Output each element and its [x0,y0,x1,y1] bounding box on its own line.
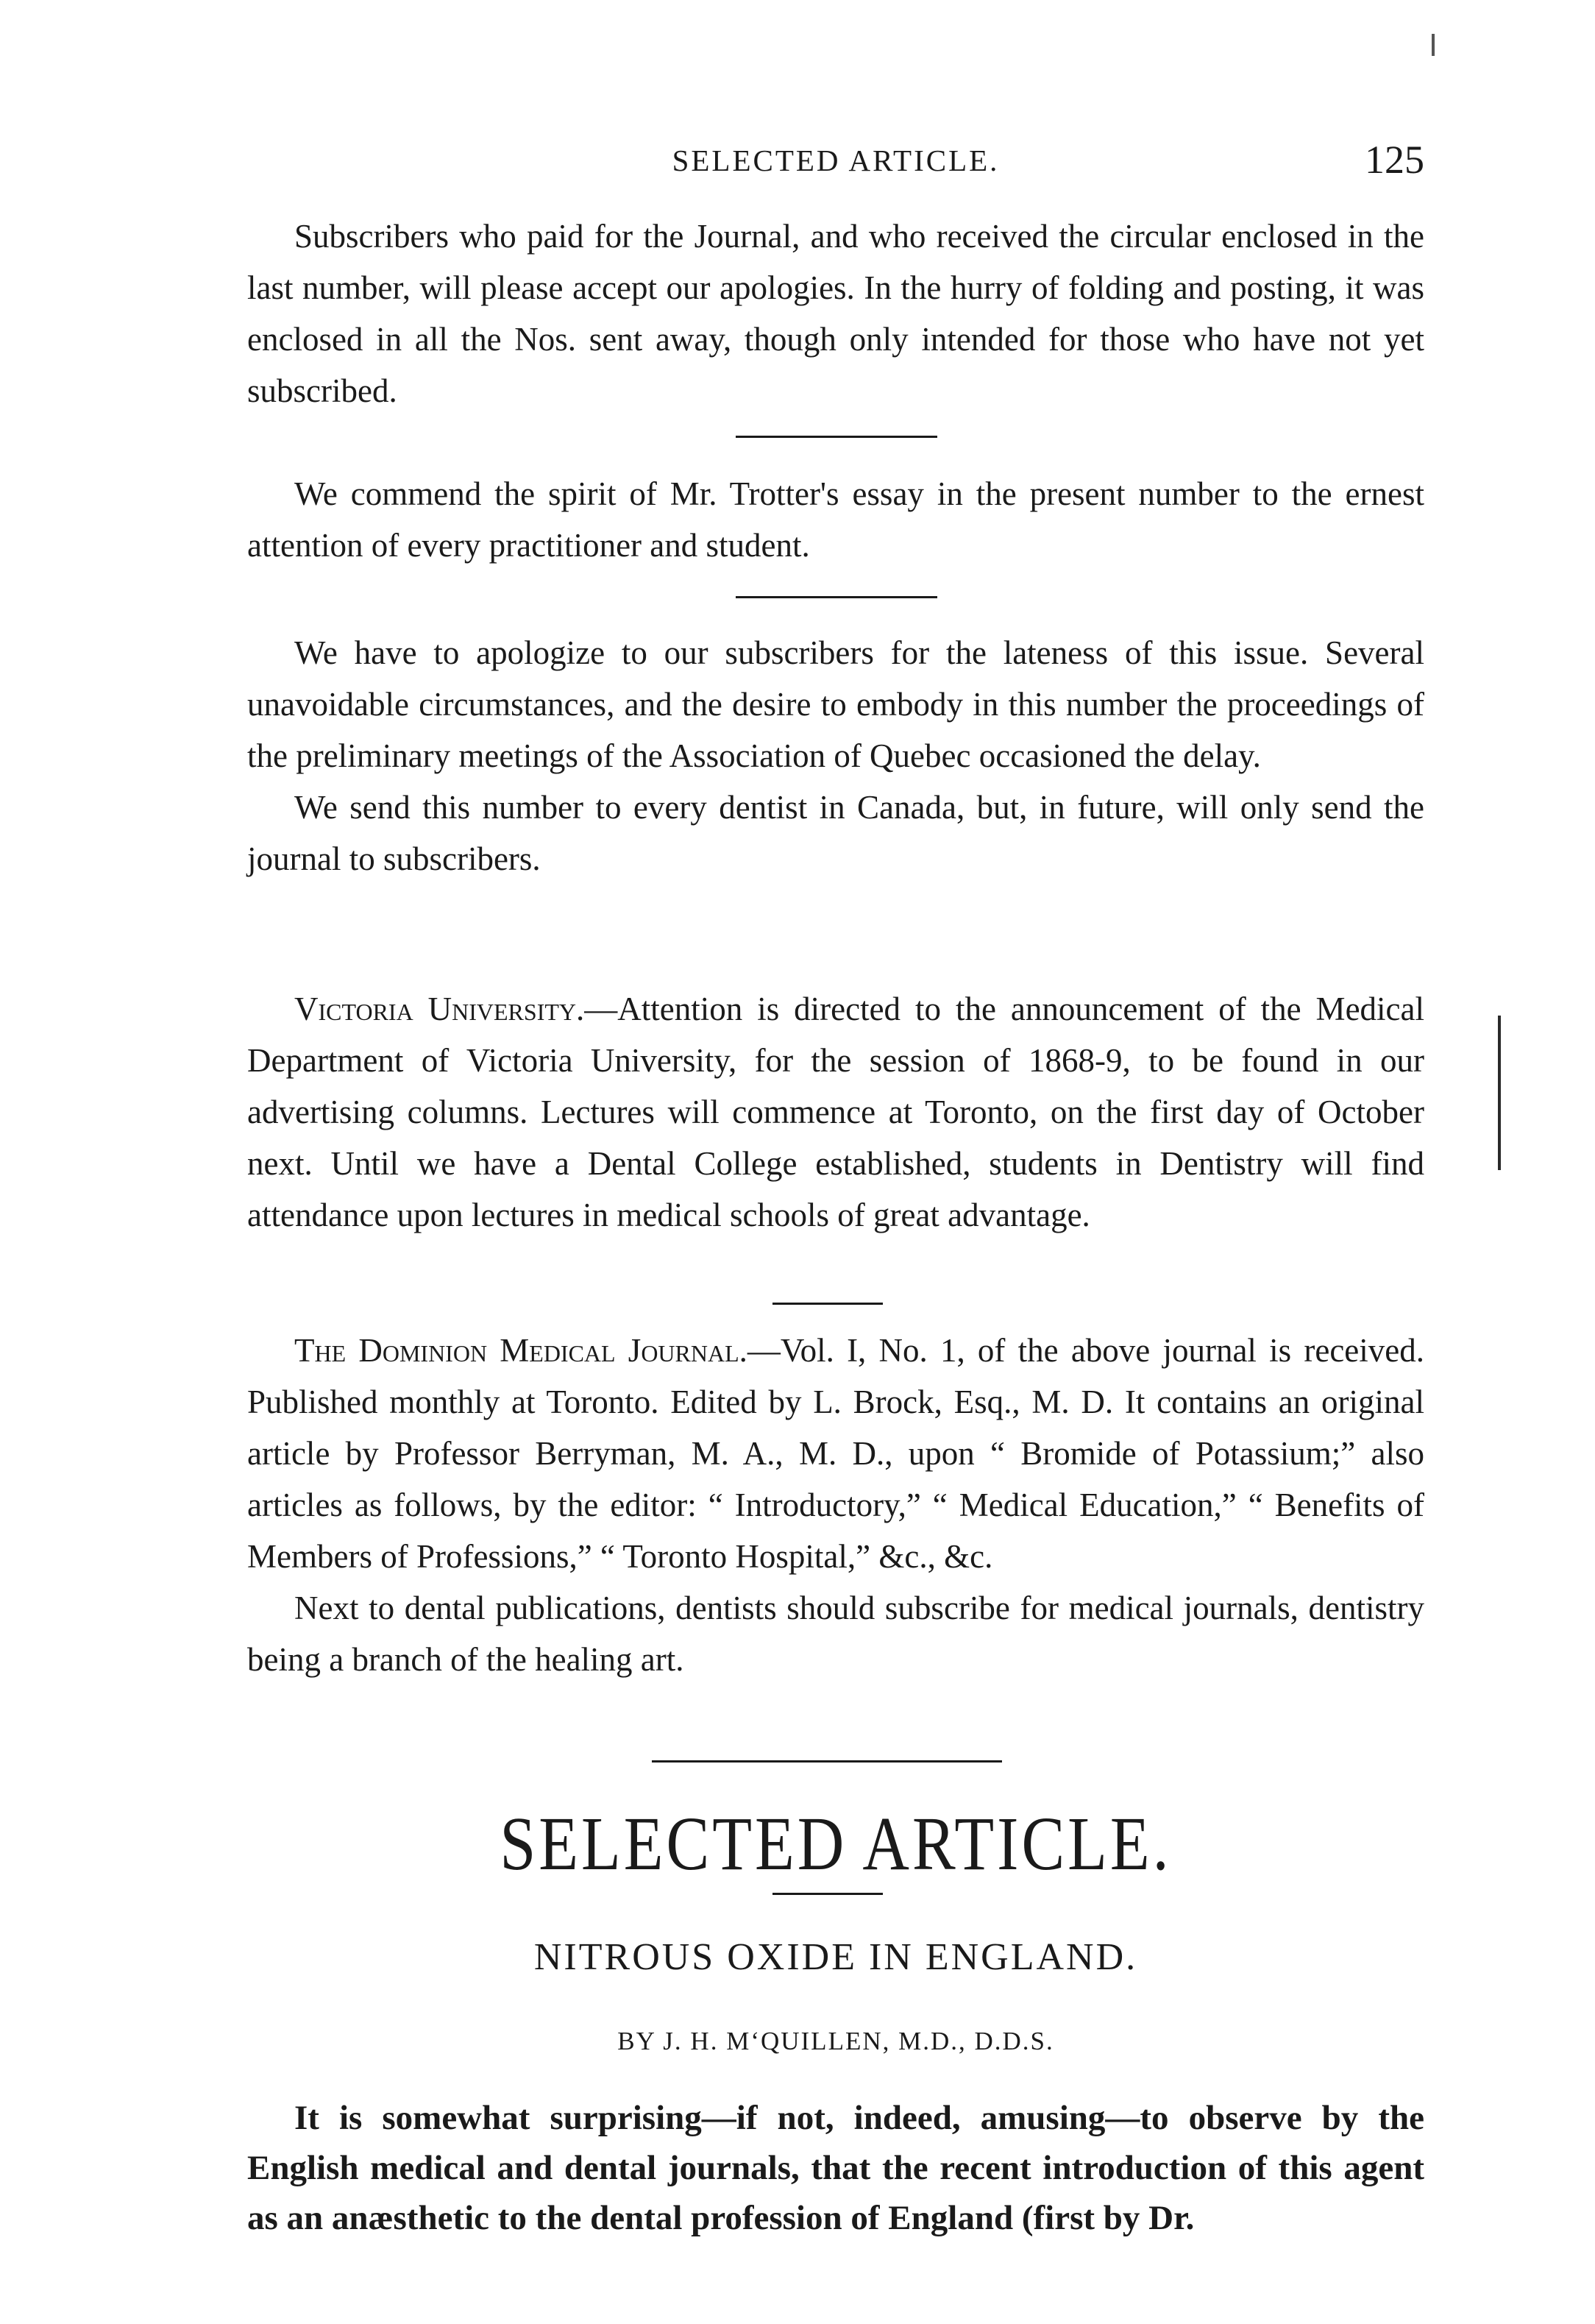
notice-lateness [247,627,1424,885]
article-title: NITROUS OXIDE IN ENGLAND. [533,1936,1138,1978]
paragraph: Subscribers who paid for the Journal, and who received the circular enclosed in the last number, will please accept our apologies. In the hurry of folding and posting, it was enclosed in all the Nos. sent away, though only intended for those who have not yet subscribed. [247,218,1424,409]
article-byline: BY J. H. M‘QUILLEN, M.D., D.D.S. [617,2027,1054,2055]
notice-text: —Vol. I, No. 1, of the above journal is received. Published monthly at Toronto. Edited by L. Brock, Esq., M. D. It contains an original article by Professor Berryman, M. A., M. D., upon “ Bromide of Potassium;” also articles as follows, by the editor: “ Introductory,” “ Medical Education,” “ Benefits of Members of Professions,” “ Toronto Hospital,” &c., &c. [247,1332,1425,1575]
running-head [247,137,1424,181]
paragraph: We have to apologize to our subscribers for the lateness of this issue. Several unavoidable circumstances, and the desire to embody in this number the proceedings of the preliminary meetings of the Association of Quebec occasioned the delay. [247,634,1424,774]
notice-lead: The Dominion Medical Journal. [294,1332,747,1369]
margin-mark [1498,1016,1501,1170]
notice-victoria-university [247,983,1424,1241]
paragraph: Next to dental publications, dentists should subscribe for medical journals, dentistry being a branch of the healing art. [247,1590,1424,1678]
scan-corner-mark [1432,34,1435,56]
section-rule [652,1760,1002,1763]
notice-circular-apology [247,210,1424,417]
notice-dominion-journal [247,1325,1424,1685]
paragraph: We send this number to every dentist in Canada, but, in future, will only send the journal to subscribers. [247,789,1424,877]
paragraph: We commend the spirit of Mr. Trotter's essay in the present number to the ernest attention of every practitioner and student. [247,475,1424,564]
section-rule [736,436,937,438]
paragraph [247,983,1424,1241]
section-rule [736,596,937,598]
section-rule [772,1893,883,1895]
running-title: SELECTED ARTICLE. [672,144,1000,177]
page-number: 125 [1365,138,1424,182]
paragraph [247,1325,1424,1582]
notice-trotter-essay [247,468,1424,571]
paragraph: It is somewhat surprising—if not, indeed, amusing—to observe by the English medical and dental journals, that the recent introduction of this agent as an anæsthetic to the dental profession of England (first by Dr. [247,2099,1424,2237]
section-heading: SELECTED ARTICLE. [500,1802,1172,1887]
article-body [247,2093,1424,2243]
section-rule [772,1303,883,1305]
notice-lead: Victoria University. [294,991,585,1027]
notice-text: —Attention is directed to the announcement of the Medical Department of Victoria University, for the session of 1868-9, to be found in our advertising columns. Lectures will commence at Toronto, on the first day of October next. Until we have a Dental College established, students in Dentistry will find attendance upon lectures in medical schools of great advantage. [247,991,1424,1233]
